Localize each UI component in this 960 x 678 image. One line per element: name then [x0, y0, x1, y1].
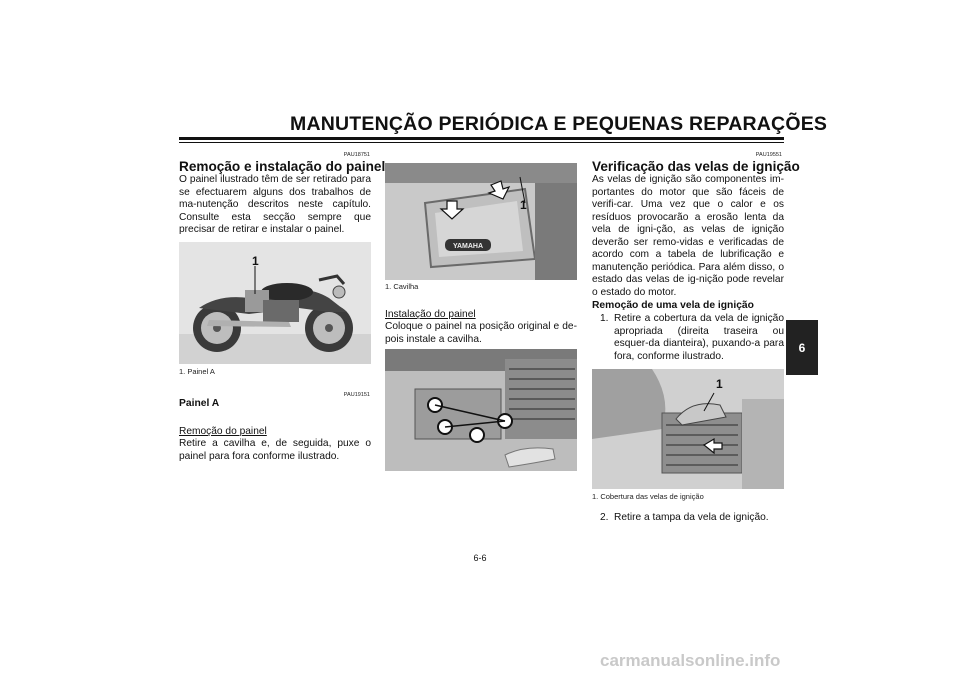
subsection-heading: Painel A: [179, 398, 220, 409]
header-rule-thick: [179, 137, 784, 140]
page-number: 6-6: [473, 553, 487, 563]
step-text: Retire a tampa da vela de ignição.: [614, 512, 769, 523]
page-header-title: MANUTENÇÃO PERIÓDICA E PEQUENAS REPARAÇÕES: [290, 113, 828, 135]
procedure-title: Instalação do painel: [385, 309, 476, 320]
chapter-tab: [786, 320, 818, 375]
chapter-tab-label: 6: [798, 340, 806, 355]
section-code: PAU19151: [343, 392, 370, 398]
section-paragraph: As velas de ignição são componentes im-portantes do motor que são fáceis de verifi-car. Uma vez que o calor e os resíduos provocarão a erosão lenta da vela de igni-ção, as velas de ignição deverão ser remo-vidas e verificadas de acordo com a tabela de lubrificação e manutenção periódica. Para além disso, o estado das velas de ig-nição pode revelar o estado do motor.: [592, 174, 784, 298]
step-text: Retire a cobertura da vela de ignição apropriada (direita traseira ou esquer-da dianteira), puxando-a para fora, conforme ilustrado.: [614, 313, 784, 362]
section-paragraph: O painel ilustrado têm de ser retirado para se efectuarem alguns dos trabalhos de ma-nutenção descritos neste capítulo. Consulte esta secção sempre que precisar de retirar e instalar o painel.: [179, 174, 371, 235]
procedure-text: Coloque o painel na posição original e de-pois instale a cavilha.: [385, 321, 577, 345]
subsection-heading: Remoção de uma vela de ignição: [592, 300, 754, 311]
step-number: 1.: [600, 313, 609, 324]
procedure-title: Remoção do painel: [179, 426, 267, 437]
section-heading: Verificação das velas de ignição: [592, 159, 800, 174]
brand-logo: YAMAHA: [452, 243, 484, 250]
figure-caption: 1. Painel A: [179, 367, 215, 376]
panel-photo: [385, 163, 577, 280]
figure-callout: 1: [520, 198, 527, 212]
spark-plug-cover-photo: [592, 369, 784, 489]
figure-caption: 1. Cobertura das velas de ignição: [592, 492, 704, 501]
section-code: PAU18751: [343, 152, 370, 158]
watermark: carmanualsonline.info: [600, 651, 781, 670]
section-code: PAU19551: [755, 152, 782, 158]
figure-callout: 1: [716, 377, 723, 391]
figure-caption: 1. Cavilha: [385, 282, 419, 291]
procedure-text: Retire a cavilha e, de seguida, puxe o painel para fora conforme ilustrado.: [179, 438, 371, 462]
step-number: 2.: [600, 512, 609, 523]
figure-callout: 1: [252, 254, 259, 268]
section-heading: Remoção e instalação do painel: [179, 159, 386, 174]
header-rule-thin: [179, 142, 784, 143]
motorcycle-photo: [179, 242, 371, 364]
bolt-location-photo: [385, 349, 577, 471]
